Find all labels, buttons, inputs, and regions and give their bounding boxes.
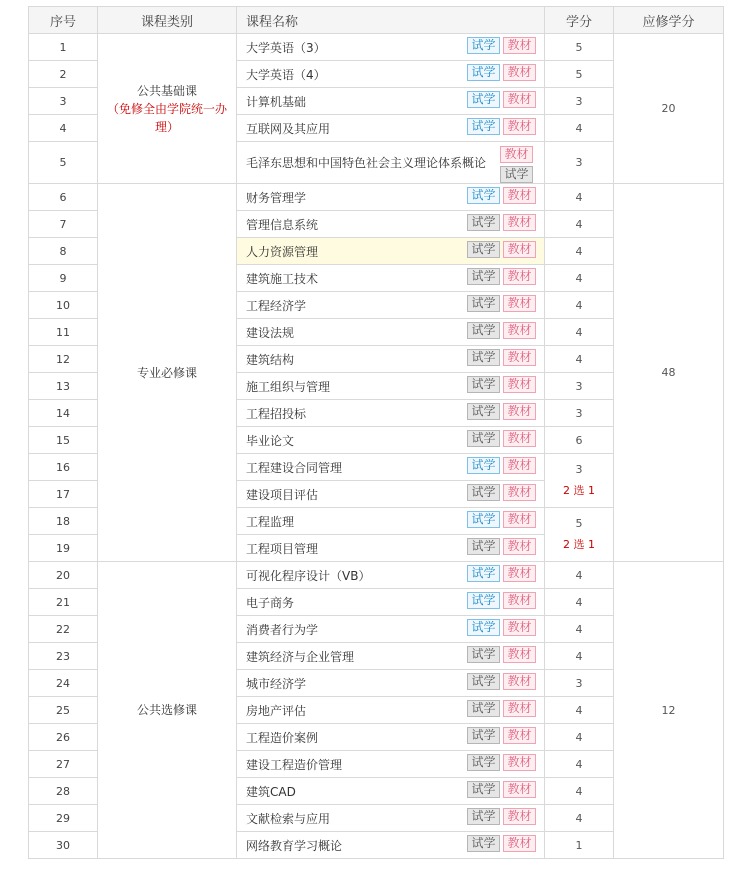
course-name-link[interactable]: 城市经济学 [246, 676, 307, 691]
course-actions [464, 565, 536, 582]
textbook-button[interactable]: 教材 [503, 619, 536, 636]
row-number: 26 [29, 724, 98, 751]
textbook-button[interactable]: 教材 [503, 37, 536, 54]
row-number: 9 [29, 265, 98, 292]
header-credit: 学分 [545, 7, 614, 34]
row-number: 24 [29, 670, 98, 697]
course-name-link[interactable]: 管理信息系统 [246, 217, 319, 232]
textbook-button[interactable]: 教材 [503, 376, 536, 393]
course-actions [464, 511, 536, 528]
credit-value: 3 [575, 463, 583, 476]
textbook-button[interactable]: 教材 [503, 754, 536, 771]
credit-cell: 3 [545, 88, 614, 115]
textbook-button[interactable]: 教材 [503, 484, 536, 501]
row-number: 1 [29, 34, 98, 61]
header-required-credit: 应修学分 [614, 7, 724, 34]
credit-cell: 6 [545, 427, 614, 454]
textbook-button[interactable]: 教材 [503, 511, 536, 528]
trial-button[interactable]: 试学 [467, 187, 500, 204]
credit-cell: 5 [545, 61, 614, 88]
course-name-link[interactable]: 网络教育学习概论 [246, 838, 343, 853]
course-name-link[interactable]: 电子商务 [246, 595, 295, 610]
course-actions [464, 754, 536, 771]
course-name-link[interactable]: 工程监理 [246, 514, 295, 529]
row-number: 18 [29, 508, 98, 535]
credit-cell: 4 [545, 115, 614, 142]
course-actions [464, 187, 536, 204]
textbook-button[interactable]: 教材 [503, 646, 536, 663]
course-actions [464, 430, 536, 447]
row-number: 21 [29, 589, 98, 616]
course-name-cell [237, 115, 545, 142]
category-cell [98, 34, 237, 184]
row-number: 3 [29, 88, 98, 115]
course-name-cell [237, 265, 545, 292]
course-name-cell [237, 319, 545, 346]
credit-cell: 4 [545, 697, 614, 724]
trial-button[interactable]: 试学 [467, 700, 500, 717]
course-actions [464, 118, 536, 135]
textbook-button[interactable]: 教材 [503, 118, 536, 135]
course-name-link[interactable]: 建筑施工技术 [246, 271, 319, 286]
row-number: 30 [29, 832, 98, 859]
course-name-cell [237, 508, 545, 535]
course-name-link[interactable]: 建筑结构 [246, 352, 295, 367]
trial-button[interactable]: 试学 [467, 322, 500, 339]
curriculum-table [28, 6, 724, 859]
course-name-link[interactable]: 工程经济学 [246, 298, 307, 313]
row-number: 17 [29, 481, 98, 508]
credit-cell: 4 [545, 724, 614, 751]
trial-button[interactable]: 试学 [467, 619, 500, 636]
textbook-button[interactable]: 教材 [503, 268, 536, 285]
course-name-link[interactable]: 毛泽东思想和中国特色社会主义理论体系概论 [246, 156, 487, 170]
course-actions [464, 808, 536, 825]
course-name-cell [237, 34, 545, 61]
row-number: 16 [29, 454, 98, 481]
course-name-cell [237, 778, 545, 805]
course-name-link[interactable]: 房地产评估 [246, 703, 307, 718]
credit-cell: 3 [545, 400, 614, 427]
course-name-link[interactable]: 毕业论文 [246, 433, 295, 448]
course-name-cell [237, 292, 545, 319]
course-name-cell [237, 142, 545, 184]
credit-cell: 4 [545, 562, 614, 589]
row-number: 27 [29, 751, 98, 778]
row-number: 11 [29, 319, 98, 346]
course-actions [464, 673, 536, 690]
course-name-cell [237, 211, 545, 238]
textbook-button[interactable]: 教材 [503, 187, 536, 204]
course-actions [464, 646, 536, 663]
course-actions [464, 91, 536, 108]
course-actions [464, 268, 536, 285]
row-number: 22 [29, 616, 98, 643]
course-actions [464, 241, 536, 258]
credit-cell: 3 [545, 142, 614, 184]
textbook-button[interactable]: 教材 [500, 146, 533, 163]
textbook-button[interactable]: 教材 [503, 64, 536, 81]
header-category: 课程类别 [98, 7, 237, 34]
trial-button[interactable]: 试学 [467, 565, 500, 582]
course-actions [464, 295, 536, 312]
textbook-button[interactable]: 教材 [503, 538, 536, 555]
course-name-link[interactable]: 施工组织与管理 [246, 379, 331, 394]
course-name-link[interactable]: 财务管理学 [246, 190, 307, 205]
textbook-button[interactable]: 教材 [503, 592, 536, 609]
trial-button[interactable]: 试学 [467, 268, 500, 285]
textbook-button[interactable]: 教材 [503, 295, 536, 312]
trial-button[interactable]: 试学 [467, 484, 500, 501]
course-name-link[interactable]: 互联网及其应用 [246, 121, 331, 136]
category-name: 公共选修课 [136, 703, 197, 717]
credit-cell: 4 [545, 805, 614, 832]
textbook-button[interactable]: 教材 [503, 700, 536, 717]
table-header-row [29, 7, 724, 34]
trial-button[interactable]: 试学 [467, 727, 500, 744]
category-cell [98, 184, 237, 562]
trial-button[interactable]: 试学 [467, 118, 500, 135]
row-number: 2 [29, 61, 98, 88]
course-actions [464, 349, 536, 366]
course-name-cell [237, 562, 545, 589]
course-actions [500, 146, 536, 186]
credit-cell: 4 [545, 778, 614, 805]
course-name-cell [237, 697, 545, 724]
textbook-button[interactable]: 教材 [503, 457, 536, 474]
row-number: 28 [29, 778, 98, 805]
course-actions [464, 457, 536, 474]
header-course-name: 课程名称 [237, 7, 545, 34]
credit-cell: 4 [545, 589, 614, 616]
row-number: 15 [29, 427, 98, 454]
trial-button[interactable]: 试学 [467, 91, 500, 108]
trial-button[interactable]: 试学 [467, 673, 500, 690]
credit-cell: 4 [545, 616, 614, 643]
textbook-button[interactable]: 教材 [503, 241, 536, 258]
credit-cell: 5 [545, 34, 614, 61]
row-number: 8 [29, 238, 98, 265]
row-number: 23 [29, 643, 98, 670]
required-credit-cell: 20 [614, 34, 724, 184]
elective-note: 2 选 1 [563, 484, 595, 497]
credit-cell: 4 [545, 319, 614, 346]
trial-button[interactable]: 试学 [467, 37, 500, 54]
textbook-button[interactable]: 教材 [503, 349, 536, 366]
course-name-cell [237, 805, 545, 832]
course-name-link[interactable]: 建设工程造价管理 [246, 757, 343, 772]
course-name-cell [237, 481, 545, 508]
course-name-cell [237, 670, 545, 697]
credit-cell: 3 [545, 373, 614, 400]
course-name-link[interactable]: 工程项目管理 [246, 541, 319, 556]
course-name-link[interactable]: 建筑经济与企业管理 [246, 649, 355, 664]
trial-button[interactable]: 试学 [467, 754, 500, 771]
course-actions [464, 592, 536, 609]
course-name-cell [237, 88, 545, 115]
trial-button[interactable]: 试学 [467, 835, 500, 852]
credit-cell: 3 [545, 670, 614, 697]
course-name-link[interactable]: 工程建设合同管理 [246, 460, 343, 475]
course-name-link[interactable]: 消费者行为学 [246, 622, 319, 637]
table-row [29, 562, 724, 589]
row-number: 20 [29, 562, 98, 589]
course-name-cell [237, 346, 545, 373]
trial-button[interactable]: 试学 [467, 241, 500, 258]
credit-cell: 4 [545, 265, 614, 292]
course-actions [464, 376, 536, 393]
course-name-link[interactable]: 建设项目评估 [246, 487, 319, 502]
credit-value: 5 [575, 517, 583, 530]
textbook-button[interactable]: 教材 [503, 430, 536, 447]
table-row [29, 184, 724, 211]
course-name-cell [237, 724, 545, 751]
credit-cell: 4 [545, 643, 614, 670]
trial-button[interactable]: 试学 [467, 403, 500, 420]
trial-button[interactable]: 试学 [467, 781, 500, 798]
credit-cell [545, 508, 614, 562]
row-number: 13 [29, 373, 98, 400]
course-name-cell [237, 535, 545, 562]
course-name-link[interactable]: 大学英语（4） [246, 67, 326, 82]
category-note: （免修全由学院统一办理） [106, 101, 227, 134]
credit-cell: 4 [545, 751, 614, 778]
textbook-button[interactable]: 教材 [503, 322, 536, 339]
course-name-cell [237, 616, 545, 643]
course-name-link[interactable]: 可视化程序设计（VB） [246, 568, 371, 583]
course-actions [464, 619, 536, 636]
course-name-link[interactable]: 建筑CAD [246, 784, 296, 799]
course-actions [464, 835, 536, 852]
row-number: 14 [29, 400, 98, 427]
trial-button[interactable]: 试学 [500, 166, 533, 183]
course-name-cell [237, 400, 545, 427]
textbook-button[interactable]: 教材 [503, 727, 536, 744]
course-actions [464, 538, 536, 555]
course-name-cell [237, 427, 545, 454]
row-number: 4 [29, 115, 98, 142]
course-name-link[interactable]: 工程造价案例 [246, 730, 319, 745]
course-name-cell [237, 751, 545, 778]
category-cell [98, 562, 237, 859]
course-name-link[interactable]: 工程招投标 [246, 406, 307, 421]
credit-cell [545, 454, 614, 508]
course-actions [464, 64, 536, 81]
course-actions [464, 781, 536, 798]
row-number: 12 [29, 346, 98, 373]
row-number: 25 [29, 697, 98, 724]
row-number: 10 [29, 292, 98, 319]
credit-cell: 4 [545, 346, 614, 373]
required-credit-cell: 48 [614, 184, 724, 562]
course-name-cell [237, 373, 545, 400]
header-seq: 序号 [29, 7, 98, 34]
row-number: 6 [29, 184, 98, 211]
course-actions [464, 214, 536, 231]
textbook-button[interactable]: 教材 [503, 808, 536, 825]
trial-button[interactable]: 试学 [467, 511, 500, 528]
textbook-button[interactable]: 教材 [503, 835, 536, 852]
textbook-button[interactable]: 教材 [503, 214, 536, 231]
textbook-button[interactable]: 教材 [503, 673, 536, 690]
trial-button[interactable]: 试学 [467, 808, 500, 825]
course-name-cell [237, 454, 545, 481]
course-name-cell [237, 61, 545, 88]
row-number: 7 [29, 211, 98, 238]
course-name-link[interactable]: 文献检索与应用 [246, 811, 331, 826]
course-actions [464, 322, 536, 339]
course-name-link[interactable]: 人力资源管理 [246, 244, 319, 259]
course-name-cell [237, 643, 545, 670]
course-name-cell [237, 832, 545, 859]
category-name: 专业必修课 [136, 365, 197, 380]
course-name-link[interactable]: 建设法规 [246, 325, 295, 340]
category-name: 公共基础课 [136, 83, 197, 98]
row-number: 19 [29, 535, 98, 562]
credit-cell: 4 [545, 292, 614, 319]
course-actions [464, 484, 536, 501]
elective-note: 2 选 1 [563, 538, 595, 551]
required-credit-cell: 12 [614, 562, 724, 859]
table-row [29, 34, 724, 61]
credit-cell: 4 [545, 238, 614, 265]
textbook-button[interactable]: 教材 [503, 403, 536, 420]
credit-cell: 1 [545, 832, 614, 859]
trial-button[interactable]: 试学 [467, 214, 500, 231]
textbook-button[interactable]: 教材 [503, 565, 536, 582]
trial-button[interactable]: 试学 [467, 646, 500, 663]
course-name-cell [237, 184, 545, 211]
course-name-cell [237, 589, 545, 616]
credit-cell: 4 [545, 211, 614, 238]
course-name-cell [237, 238, 545, 265]
course-actions [464, 37, 536, 54]
course-name-link[interactable]: 大学英语（3） [246, 40, 326, 55]
trial-button[interactable]: 试学 [467, 430, 500, 447]
trial-button[interactable]: 试学 [467, 376, 500, 393]
trial-button[interactable]: 试学 [467, 538, 500, 555]
credit-cell: 4 [545, 184, 614, 211]
trial-button[interactable]: 试学 [467, 457, 500, 474]
course-name-link[interactable]: 计算机基础 [246, 94, 307, 109]
trial-button[interactable]: 试学 [467, 295, 500, 312]
textbook-button[interactable]: 教材 [503, 91, 536, 108]
row-number: 5 [29, 142, 98, 184]
trial-button[interactable]: 试学 [467, 592, 500, 609]
textbook-button[interactable]: 教材 [503, 781, 536, 798]
trial-button[interactable]: 试学 [467, 64, 500, 81]
course-actions [464, 403, 536, 420]
course-actions [464, 727, 536, 744]
course-actions [464, 700, 536, 717]
trial-button[interactable]: 试学 [467, 349, 500, 366]
row-number: 29 [29, 805, 98, 832]
